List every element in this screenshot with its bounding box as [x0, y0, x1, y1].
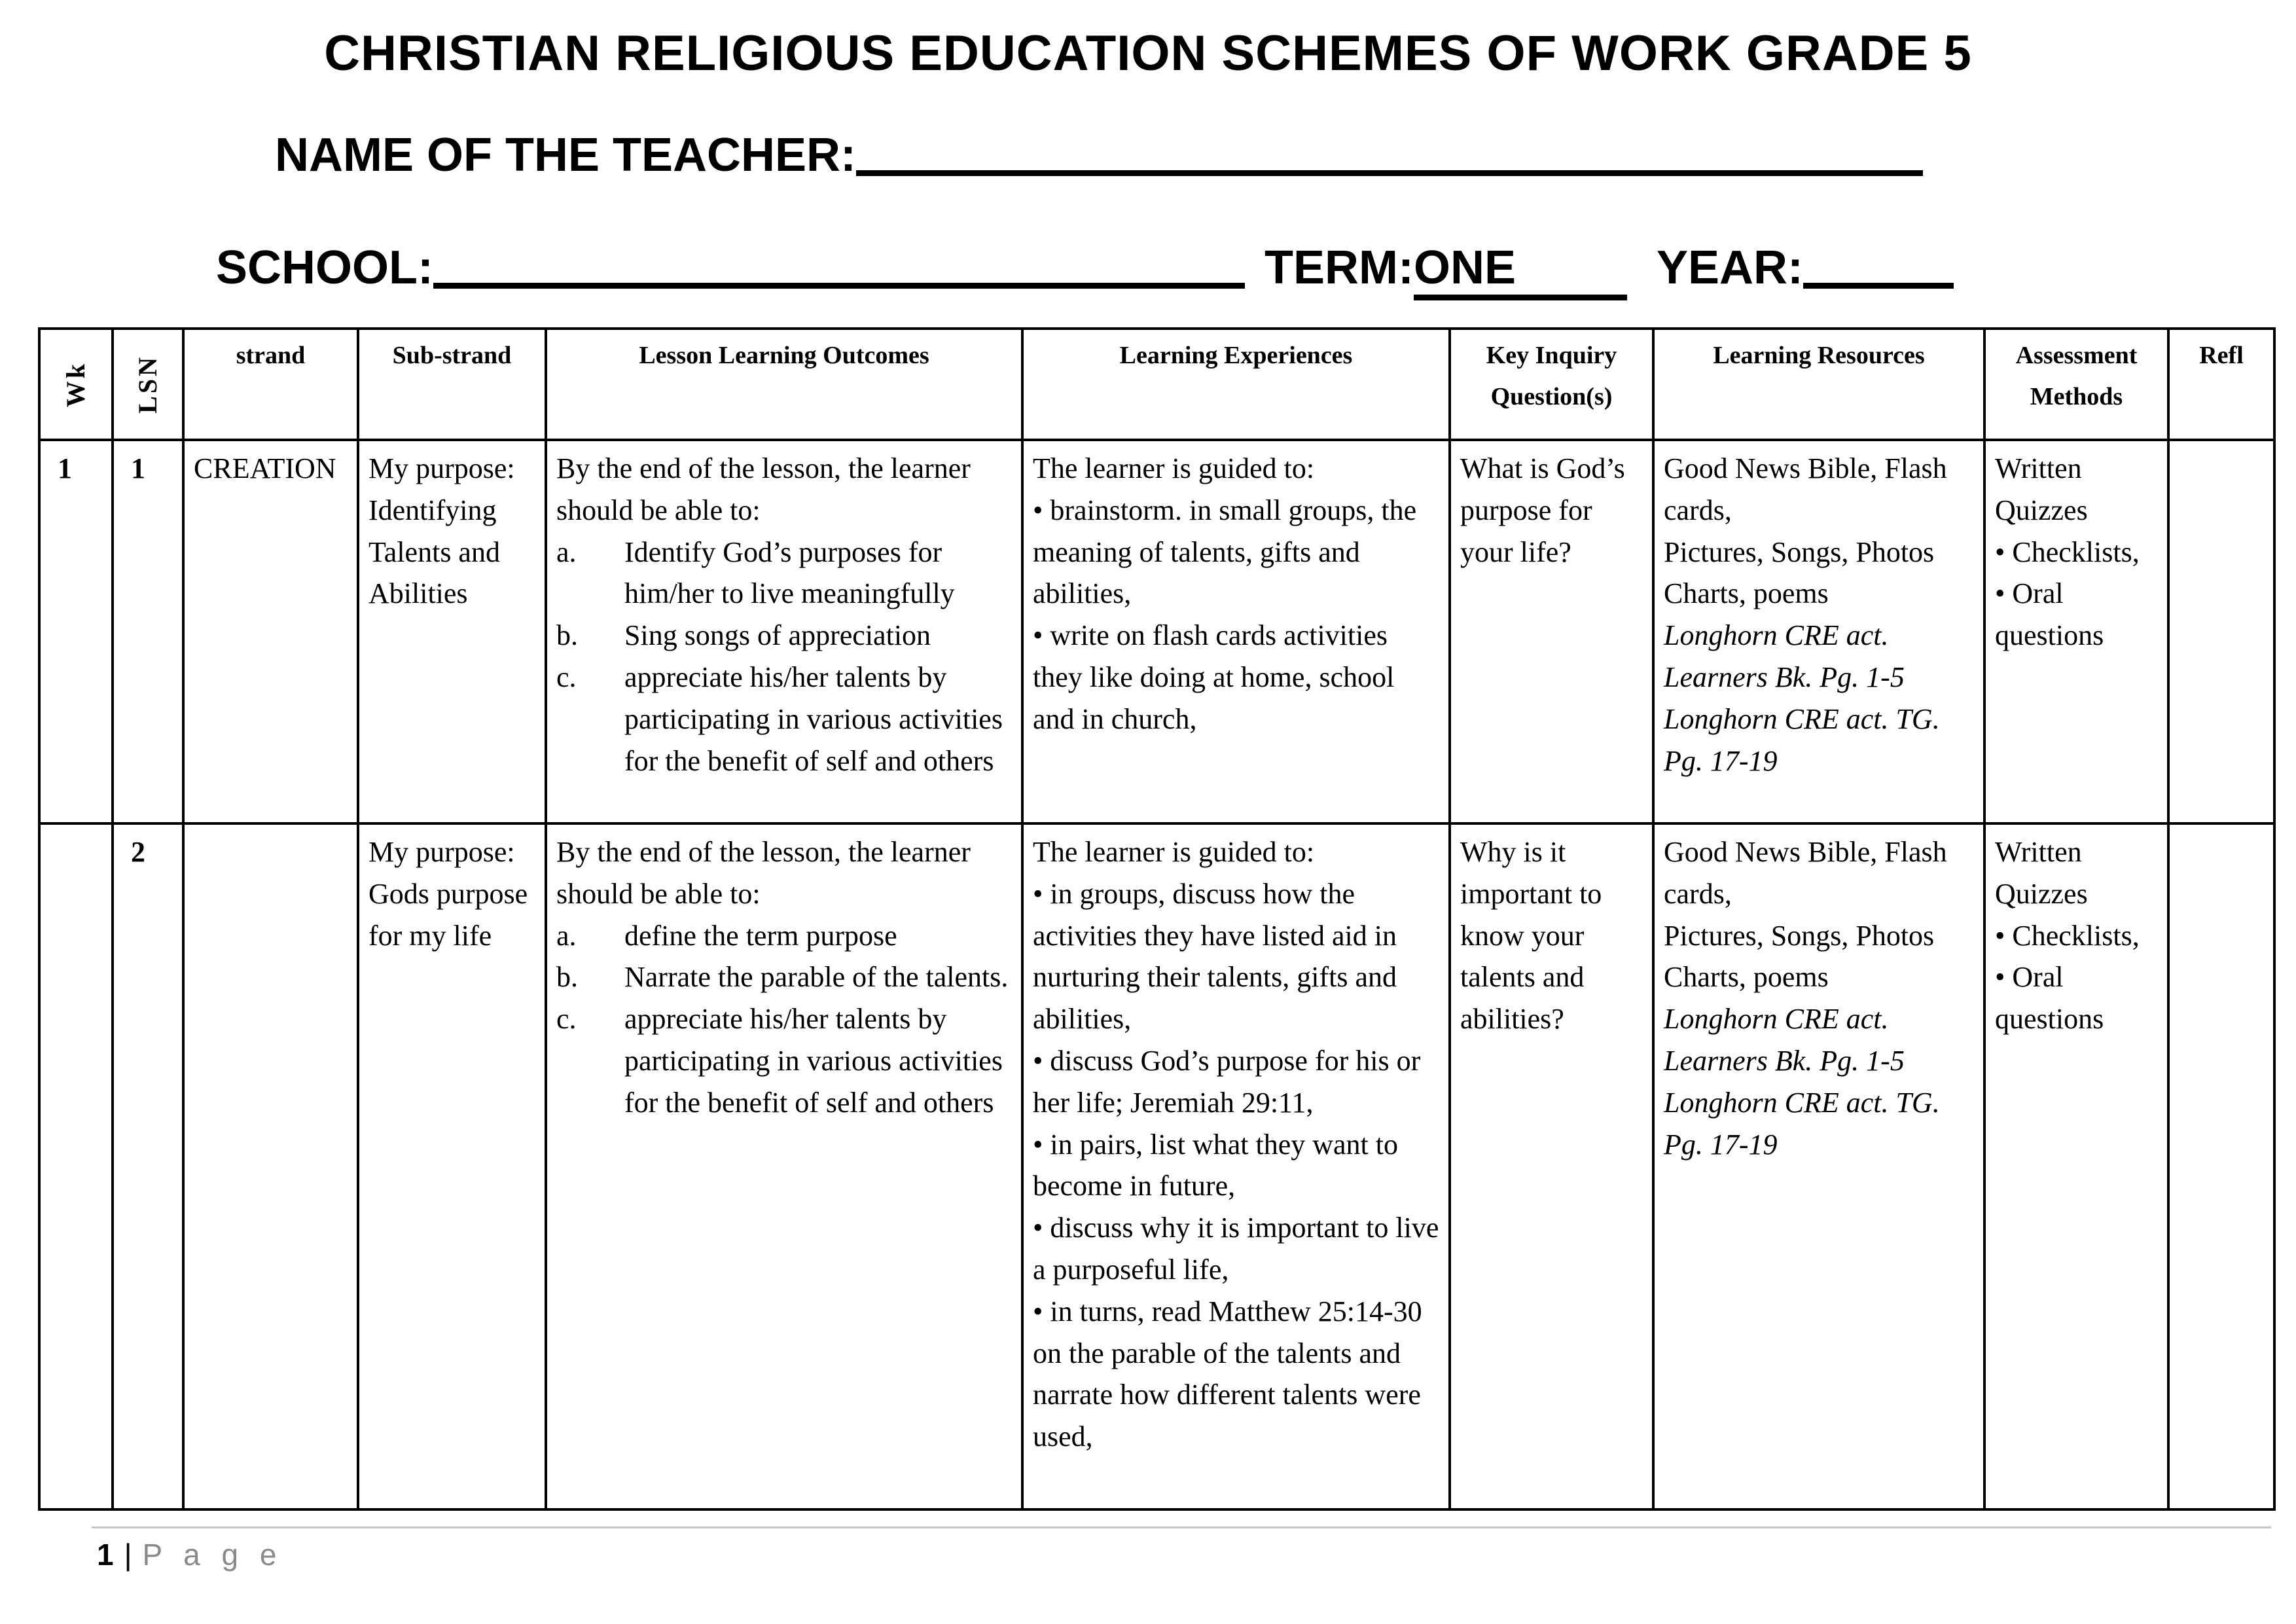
outcome-item	[556, 956, 1012, 998]
experiences-intro: The learner is guided to:	[1033, 836, 1315, 868]
term-value: ONE	[1414, 241, 1627, 300]
teacher-line	[275, 128, 1923, 182]
teacher-label: NAME OF THE TEACHER:	[275, 129, 856, 181]
outcomes-intro: By the end of the lesson, the learner should be able to:	[556, 836, 971, 910]
cell-refl	[2168, 440, 2274, 823]
experience-item: • discuss why it is important to live a purposeful life,	[1033, 1212, 1439, 1286]
footer-separator: |	[124, 1538, 132, 1572]
column-header-lesson-learning-outcomes: Lesson Learning Outcomes	[546, 329, 1022, 440]
resource-reference: Longhorn CRE act. Learners Bk. Pg. 1-5	[1664, 619, 1905, 693]
table-header-row	[39, 329, 2274, 440]
experience-item: • in turns, read Matthew 25:14-30 on the parable of the talents and narrate how different talents were used,	[1033, 1295, 1422, 1453]
teacher-blank-line	[856, 170, 1923, 176]
experience-item: • discuss God’s purpose for his or her life; Jeremiah 29:11,	[1033, 1044, 1421, 1119]
resource-reference: Longhorn CRE act. TG. Pg. 17-19	[1664, 1086, 1940, 1161]
experience-item: • write on flash cards activities they like doing at home, school and in church,	[1033, 619, 1395, 735]
outcome-text: define the term purpose	[624, 919, 897, 952]
outcome-text: Narrate the parable of the talents.	[624, 961, 1009, 994]
column-header-key-inquiry: Key Inquiry Question(s)	[1450, 329, 1653, 440]
column-header-learning-resources: Learning Resources	[1653, 329, 1984, 440]
page-title: CHRISTIAN RELIGIOUS EDUCATION SCHEMES OF WORK GRADE 5	[324, 26, 1972, 81]
column-header-assessment-methods: Assessment Methods	[1984, 329, 2168, 440]
assessment-item: • Oral questions	[1995, 961, 2104, 1036]
column-header-refl: Refl	[2168, 329, 2274, 440]
footer-divider	[92, 1526, 2271, 1528]
year-label: YEAR:	[1656, 242, 1803, 294]
outcome-item	[556, 532, 1012, 615]
school-label: SCHOOL:	[216, 242, 433, 294]
resource-item: Good News Bible, Flash cards,	[1664, 452, 1947, 526]
cell-learning-experiences	[1022, 823, 1450, 1509]
cell-sub-strand: My purpose: Identifying Talents and Abilities	[358, 440, 546, 823]
column-header-wk	[39, 329, 113, 440]
experience-item: • in groups, discuss how the activities they have listed aid in nurturing their talents, gifts and abilities,	[1033, 877, 1397, 1036]
cell-assessment-methods	[1984, 440, 2168, 823]
column-header-learning-experiences: Learning Experiences	[1022, 329, 1450, 440]
assessment-item: • Oral questions	[1995, 577, 2104, 652]
outcome-marker: a.	[556, 535, 577, 568]
table-row	[39, 823, 2274, 1509]
assessment-item: • Checklists,	[1995, 919, 2140, 952]
cell-assessment-methods	[1984, 823, 2168, 1509]
outcome-text: Sing songs of appreciation	[624, 619, 931, 652]
cell-lsn: 2	[113, 823, 183, 1509]
outcome-text: appreciate his/her talents by participating in various activities for the benefit of self and others	[624, 660, 1003, 777]
outcome-marker: a.	[556, 919, 577, 952]
cell-lesson-learning-outcomes	[546, 440, 1022, 823]
experiences-intro: The learner is guided to:	[1033, 452, 1315, 484]
term-label: TERM:	[1264, 242, 1414, 294]
school-blank-line	[433, 283, 1245, 289]
experience-item: • in pairs, list what they want to become in future,	[1033, 1128, 1398, 1202]
cell-lesson-learning-outcomes	[546, 823, 1022, 1509]
outcome-item	[556, 915, 1012, 957]
cell-wk: 1	[39, 440, 113, 823]
cell-strand	[183, 823, 358, 1509]
table-row	[39, 440, 2274, 823]
page-footer	[97, 1537, 283, 1572]
outcome-text: appreciate his/her talents by participating in various activities for the benefit of self and others	[624, 1003, 1003, 1119]
cell-learning-resources	[1653, 823, 1984, 1509]
schemes-table	[38, 327, 2276, 1511]
resource-reference: Longhorn CRE act. TG. Pg. 17-19	[1664, 702, 1940, 777]
wk-vertical-label: Wk	[61, 361, 90, 408]
outcome-marker: b.	[556, 619, 578, 652]
column-header-sub-strand: Sub-strand	[358, 329, 546, 440]
cell-key-inquiry: What is God’s purpose for your life?	[1450, 440, 1653, 823]
outcome-item	[556, 657, 1012, 782]
outcome-item	[556, 615, 1012, 657]
outcome-item	[556, 998, 1012, 1123]
assessment-item: Written Quizzes	[1995, 452, 2088, 526]
cell-sub-strand: My purpose: Gods purpose for my life	[358, 823, 546, 1509]
outcome-marker: b.	[556, 961, 578, 994]
experience-item: • brainstorm. in small groups, the meaning of talents, gifts and abilities,	[1033, 494, 1417, 610]
cell-strand: CREATION	[183, 440, 358, 823]
outcomes-intro: By the end of the lesson, the learner should be able to:	[556, 452, 971, 526]
lsn-vertical-label: LSN	[133, 355, 162, 414]
assessment-item: Written Quizzes	[1995, 836, 2088, 910]
page-label: P a g e	[142, 1538, 283, 1572]
cell-wk	[39, 823, 113, 1509]
resource-item: Pictures, Songs, Photos Charts, poems	[1664, 535, 1935, 610]
cell-refl	[2168, 823, 2274, 1509]
resource-item: Good News Bible, Flash cards,	[1664, 836, 1947, 910]
page-number: 1	[97, 1538, 114, 1572]
column-header-strand: strand	[183, 329, 358, 440]
outcome-marker: c.	[556, 1003, 577, 1036]
outcome-marker: c.	[556, 660, 577, 693]
year-blank-line	[1803, 283, 1954, 289]
column-header-lsn	[113, 329, 183, 440]
resource-item: Pictures, Songs, Photos Charts, poems	[1664, 919, 1935, 994]
cell-lsn: 1	[113, 440, 183, 823]
cell-learning-resources	[1653, 440, 1984, 823]
cell-key-inquiry: Why is it important to know your talents and abilities?	[1450, 823, 1653, 1509]
assessment-item: • Checklists,	[1995, 535, 2140, 568]
resource-reference: Longhorn CRE act. Learners Bk. Pg. 1-5	[1664, 1003, 1905, 1077]
school-line	[216, 241, 1954, 300]
outcome-text: Identify God’s purposes for him/her to live meaningfully	[624, 535, 955, 610]
cell-learning-experiences	[1022, 440, 1450, 823]
